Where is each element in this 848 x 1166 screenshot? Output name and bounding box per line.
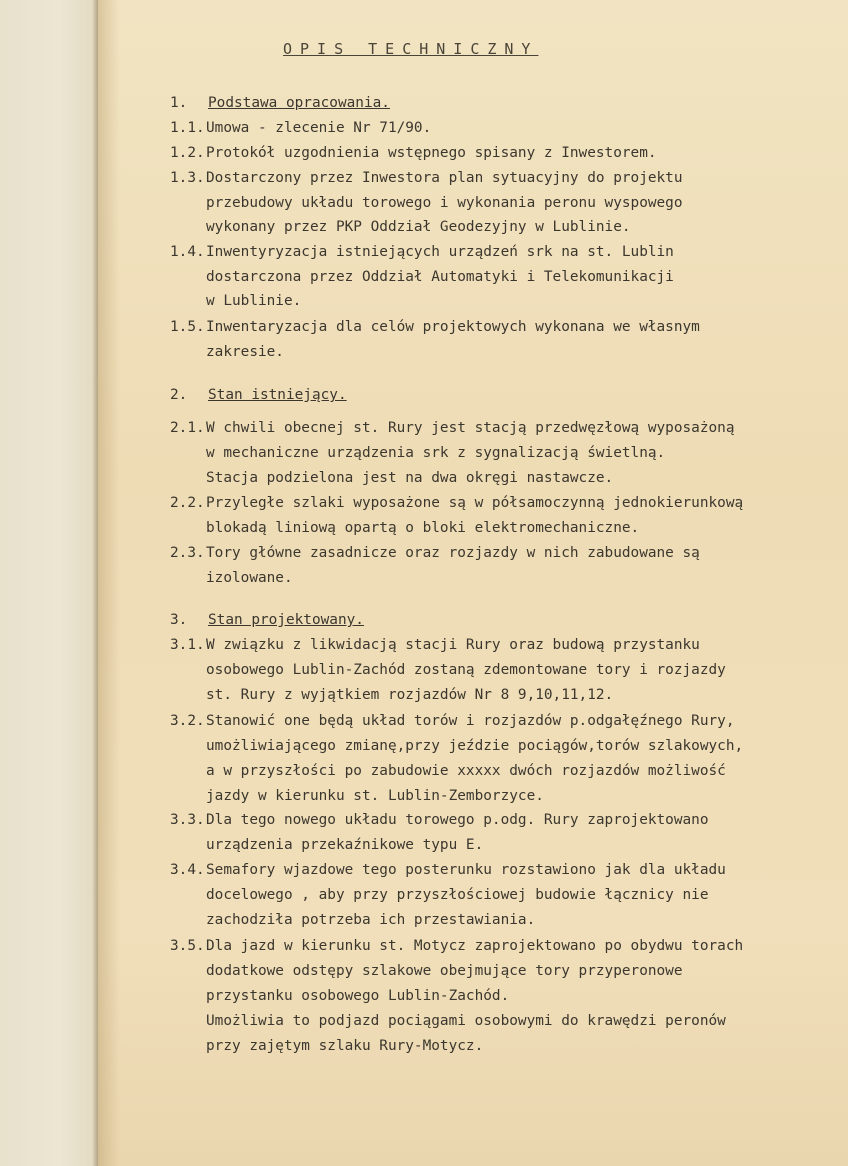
- section-heading: Stan projektowany.: [208, 612, 364, 628]
- item-number: 1.4.: [170, 244, 205, 260]
- item-number: 3.3.: [170, 812, 205, 828]
- item-text-line: zakresie.: [206, 344, 284, 360]
- item-number: 1.2.: [170, 145, 205, 161]
- item-2-2: [170, 496, 743, 510]
- item-1-4: [170, 245, 674, 259]
- item-text-line: dodatkowe odstępy szlakowe obejmujące tory przyperonowe: [206, 963, 683, 979]
- item-1-5: [170, 320, 700, 334]
- item-text-line: blokadą liniową opartą o bloki elektromechaniczne.: [206, 520, 640, 536]
- item-number: 2.1.: [170, 420, 205, 436]
- item-text-line: Umożliwia to podjazd pociągami osobowymi do krawędzi peronów: [206, 1013, 726, 1029]
- item-text-line: przebudowy układu torowego i wykonania peronu wyspowego: [206, 195, 683, 211]
- item-number: 2.2.: [170, 495, 205, 511]
- section-number: 1.: [170, 95, 188, 111]
- item-3-4: [170, 863, 726, 877]
- item-text-line: Dla jazd w kierunku st. Motycz zaprojektowano po obydwu torach: [206, 938, 744, 954]
- item-text-line: w mechaniczne urządzenia srk z sygnalizacją świetlną.: [206, 445, 666, 461]
- item-number: 1.5.: [170, 319, 205, 335]
- item-text-line: Tory główne zasadnicze oraz rozjazdy w nich zabudowane są: [206, 545, 700, 561]
- item-3-1: [170, 638, 700, 652]
- item-text-line: Protokół uzgodnienia wstępnego spisany z Inwestorem.: [206, 145, 657, 161]
- item-1-2: [170, 146, 657, 160]
- item-text-line: Dostarczony przez Inwestora plan sytuacyjny do projektu: [206, 170, 683, 186]
- item-text-line: przy zajętym szlaku Rury-Motycz.: [206, 1038, 484, 1054]
- item-text-line: st. Rury z wyjątkiem rozjazdów Nr 8 9,10,11,12.: [206, 687, 614, 703]
- item-text-line: docelowego , aby przy przyszłościowej budowie łącznicy nie: [206, 887, 709, 903]
- item-text-line: Umowa - zlecenie Nr 71/90.: [206, 120, 432, 136]
- item-3-5: [170, 939, 743, 953]
- item-text-line: wykonany przez PKP Oddział Geodezyjny w Lublinie.: [206, 219, 631, 235]
- section-number: 2.: [170, 387, 188, 403]
- item-number: 2.3.: [170, 545, 205, 561]
- item-number: 1.3.: [170, 170, 205, 186]
- item-text-line: urządzenia przekaźnikowe typu E.: [206, 837, 484, 853]
- item-text-line: Dla tego nowego układu torowego p.odg. Rury zaprojektowano: [206, 812, 709, 828]
- item-2-1: [170, 421, 735, 435]
- item-text-line: Semafory wjazdowe tego posterunku rozstawiono jak dla układu: [206, 862, 726, 878]
- item-text-line: Inwentyryzacja istniejących urządzeń srk na st. Lublin: [206, 244, 674, 260]
- item-text-line: izolowane.: [206, 570, 293, 586]
- item-number: 3.1.: [170, 637, 205, 653]
- item-number: 3.5.: [170, 938, 205, 954]
- item-text-line: Stacja podzielona jest na dwa okręgi nastawcze.: [206, 470, 614, 486]
- item-text-line: Inwentaryzacja dla celów projektowych wykonana we własnym: [206, 319, 700, 335]
- item-1-1: [170, 121, 431, 135]
- item-1-3: [170, 171, 683, 185]
- item-text-line: a w przyszłości po zabudowie xxxxx dwóch rozjazdów możliwość: [206, 763, 726, 779]
- item-text-line: przystanku osobowego Lublin-Zachód.: [206, 988, 510, 1004]
- item-text-line: W związku z likwidacją stacji Rury oraz budową przystanku: [206, 637, 700, 653]
- item-3-3: [170, 813, 709, 827]
- section-number: 3.: [170, 612, 188, 628]
- item-text-line: Stanowić one będą układ torów i rozjazdów p.odgałęźnego Rury,: [206, 713, 735, 729]
- item-number: 1.1.: [170, 120, 205, 136]
- item-text-line: w Lublinie.: [206, 293, 302, 309]
- page-title: OPIS TECHNICZNY: [283, 40, 539, 58]
- item-number: 3.4.: [170, 862, 205, 878]
- item-2-3: [170, 546, 700, 560]
- item-text-line: zachodziła potrzeba ich przestawiania.: [206, 912, 536, 928]
- item-text-line: Przyległe szlaki wyposażone są w półsamoczynną jednokierunkową: [206, 495, 744, 511]
- section-3-heading-line: [170, 613, 364, 627]
- item-text-line: W chwili obecnej st. Rury jest stacją przedwęzłową wyposażoną: [206, 420, 735, 436]
- item-text-line: jazdy w kierunku st. Lublin-Zemborzyce.: [206, 788, 544, 804]
- item-text-line: osobowego Lublin-Zachód zostaną zdemontowane tory i rozjazdy: [206, 662, 726, 678]
- item-text-line: dostarczona przez Oddział Automatyki i Telekomunikacji: [206, 269, 674, 285]
- underlying-page-edge: [0, 0, 98, 1166]
- item-3-2: [170, 714, 735, 728]
- section-heading: Podstawa opracowania.: [208, 95, 390, 111]
- item-text-line: umożliwiającego zmianę,przy jeździe pociągów,torów szlakowych,: [206, 738, 744, 754]
- section-1-heading-line: [170, 96, 390, 110]
- item-number: 3.2.: [170, 713, 205, 729]
- section-heading: Stan istniejący.: [208, 387, 347, 403]
- section-2-heading-line: [170, 388, 347, 402]
